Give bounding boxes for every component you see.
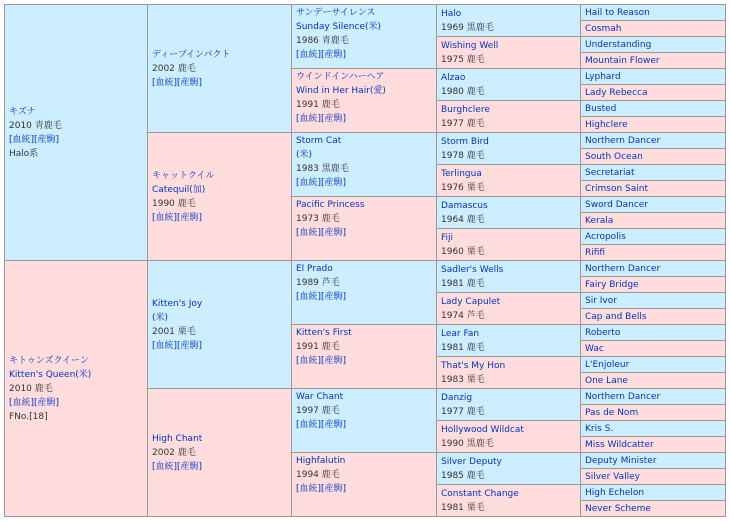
subject-links[interactable]: [血統][産駒] <box>9 134 60 145</box>
cell-gen5 <box>581 133 726 149</box>
gen4-info: 1976 栗毛 <box>441 182 485 193</box>
gen4-info: 1981 鹿毛 <box>441 278 485 289</box>
gen4-info: 1980 鹿毛 <box>441 86 485 97</box>
cell-gen5 <box>581 5 726 21</box>
cell-gen5 <box>581 165 726 181</box>
cell-gen5 <box>581 277 726 293</box>
gen3-links[interactable]: [血統][産駒] <box>296 50 347 60</box>
cell-gen2 <box>148 5 292 133</box>
cell-gen4 <box>437 5 581 37</box>
cell-gen2 <box>148 261 292 389</box>
cell-gen5 <box>581 85 726 101</box>
gen5-name[interactable]: Busted <box>585 103 617 114</box>
dam-family: FNo.[18] <box>9 411 48 422</box>
gen5-name[interactable]: South Ocean <box>585 151 643 162</box>
gen3-name[interactable]: サンデーサイレンス <box>296 8 376 18</box>
gen4-name[interactable]: That's My Hon <box>441 360 506 371</box>
cell-gen5 <box>581 357 726 373</box>
gen5-name[interactable]: One Lane <box>585 375 628 386</box>
subject-info: 2010 青鹿毛 <box>9 120 62 131</box>
gen5-name[interactable]: Fairy Bridge <box>585 279 639 290</box>
gen5-name[interactable]: Secretariat <box>585 167 635 178</box>
gen3-info: 1991 鹿毛 <box>296 342 340 352</box>
gen2-name[interactable]: High Chant <box>152 433 203 444</box>
gen3-name2[interactable]: Sunday Silence(米) <box>296 22 381 32</box>
gen3-info: 1989 芦毛 <box>296 278 340 288</box>
gen3-info: 1986 青鹿毛 <box>296 36 349 46</box>
dam-name-en[interactable]: Kitten's Queen(米) <box>9 369 92 380</box>
gen3-links[interactable]: [血統][産駒] <box>296 228 347 238</box>
gen2-name-en[interactable]: Catequil(加) <box>152 184 206 195</box>
pedigree-row <box>5 5 726 21</box>
gen4-name[interactable]: Silver Deputy <box>441 456 502 467</box>
cell-gen5 <box>581 325 726 341</box>
cell-gen3 <box>292 261 437 325</box>
gen3-name[interactable]: Pacific Princess <box>296 200 365 210</box>
gen4-name[interactable]: Damascus <box>441 200 488 211</box>
cell-gen5 <box>581 309 726 325</box>
gen2-name[interactable]: ディープインパクト <box>152 49 231 60</box>
cell-gen4 <box>437 389 581 421</box>
gen3-name[interactable]: El Prado <box>296 264 333 274</box>
cell-gen5 <box>581 37 726 53</box>
cell-gen3 <box>292 325 437 389</box>
gen5-name[interactable]: Northern Dancer <box>585 391 661 402</box>
cell-gen5 <box>581 501 726 517</box>
gen4-name[interactable]: Fiji <box>441 232 454 243</box>
gen3-name[interactable]: Storm Cat <box>296 136 342 146</box>
gen5-name[interactable]: High Echelon <box>585 487 645 498</box>
gen5-name[interactable]: Deputy Minister <box>585 455 657 466</box>
dam-name[interactable]: キトゥンズクイーン <box>9 355 89 366</box>
gen2-info: 1990 鹿毛 <box>152 198 196 209</box>
gen2-name[interactable]: Kitten's Joy <box>152 298 203 309</box>
cell-gen5 <box>581 453 726 469</box>
gen3-links[interactable]: [血統][産駒] <box>296 356 347 366</box>
cell-gen5 <box>581 373 726 389</box>
gen5-name[interactable]: Pas de Nom <box>585 407 639 418</box>
gen3-links[interactable]: [血統][産駒] <box>296 420 347 430</box>
cell-gen3 <box>292 389 437 453</box>
gen5-name[interactable]: Wac <box>585 343 604 354</box>
gen2-name[interactable]: キャットクイル <box>152 170 215 181</box>
gen4-info: 1977 鹿毛 <box>441 406 485 417</box>
dam-info: 2010 鹿毛 <box>9 383 53 394</box>
cell-gen5 <box>581 405 726 421</box>
gen4-name[interactable]: Storm Bird <box>441 136 489 147</box>
gen4-name[interactable]: Sadler's Wells <box>441 264 504 275</box>
cell-sire-line <box>5 5 148 261</box>
cell-gen5 <box>581 53 726 69</box>
gen3-name2[interactable]: (米) <box>296 150 313 160</box>
cell-gen3 <box>292 69 437 133</box>
gen5-name[interactable]: Sword Dancer <box>585 199 649 210</box>
gen4-info: 1990 黒鹿毛 <box>441 438 494 449</box>
gen3-name[interactable]: War Chant <box>296 392 344 402</box>
gen3-name[interactable]: ウインドインハーヘア <box>296 72 385 82</box>
gen2-links[interactable]: [血統][産駒] <box>152 212 203 223</box>
cell-dam-line <box>5 261 148 517</box>
gen2-links[interactable]: [血統][産駒] <box>152 461 203 472</box>
cell-gen5 <box>581 117 726 133</box>
gen4-info: 1983 栗毛 <box>441 374 485 385</box>
cell-gen5 <box>581 181 726 197</box>
cell-gen5 <box>581 293 726 309</box>
cell-gen5 <box>581 149 726 165</box>
gen4-name[interactable]: Constant Change <box>441 488 519 499</box>
cell-gen5 <box>581 197 726 213</box>
cell-gen3 <box>292 5 437 69</box>
gen5-name[interactable]: Silver Valley <box>585 471 640 482</box>
gen4-name[interactable]: Wishing Well <box>441 40 499 51</box>
gen3-links[interactable]: [血統][産駒] <box>296 114 347 124</box>
gen5-name[interactable]: Rififi <box>585 247 606 258</box>
cell-gen5 <box>581 421 726 437</box>
cell-gen4 <box>437 101 581 133</box>
cell-gen4 <box>437 165 581 197</box>
gen5-name[interactable]: Lady Rebecca <box>585 87 648 98</box>
gen3-links[interactable]: [血統][産駒] <box>296 178 347 188</box>
gen4-name[interactable]: Hollywood Wildcat <box>441 424 524 435</box>
pedigree-table <box>4 4 726 517</box>
cell-gen4 <box>437 197 581 229</box>
gen5-name[interactable]: L'Enjoleur <box>585 359 630 370</box>
cell-gen5 <box>581 261 726 277</box>
cell-gen4 <box>437 37 581 69</box>
gen2-links[interactable]: [血統][産駒] <box>152 340 203 351</box>
gen2-origin[interactable]: (米) <box>152 312 169 323</box>
gen3-name2[interactable]: Wind in Her Hair(愛) <box>296 86 386 96</box>
gen5-name[interactable]: Miss Wildcatter <box>585 439 654 450</box>
gen2-info: 2002 鹿毛 <box>152 63 196 74</box>
gen5-name[interactable]: Northern Dancer <box>585 263 661 274</box>
gen5-name[interactable]: Lyphard <box>585 71 621 82</box>
gen3-name[interactable]: Highfalutin <box>296 456 346 466</box>
gen5-name[interactable]: Acropolis <box>585 231 626 242</box>
cell-gen3 <box>292 453 437 517</box>
cell-gen4 <box>437 261 581 293</box>
gen4-info: 1964 鹿毛 <box>441 214 485 225</box>
cell-gen5 <box>581 21 726 37</box>
gen2-info: 2001 栗毛 <box>152 326 196 337</box>
gen4-info: 1981 栗毛 <box>441 502 485 513</box>
gen5-name[interactable]: Never Scheme <box>585 503 651 514</box>
cell-gen4 <box>437 229 581 261</box>
cell-gen4 <box>437 133 581 165</box>
gen4-info: 1969 黒鹿毛 <box>441 22 494 33</box>
cell-gen5 <box>581 69 726 85</box>
gen5-name[interactable]: Hail to Reason <box>585 7 650 18</box>
gen5-name[interactable]: Cap and Bells <box>585 311 647 322</box>
gen5-name[interactable]: Kerala <box>585 215 614 226</box>
cell-gen4 <box>437 293 581 325</box>
gen5-name[interactable]: Kris S. <box>585 423 614 434</box>
cell-gen4 <box>437 325 581 357</box>
gen3-info: 1991 鹿毛 <box>296 100 340 110</box>
gen4-info: 1977 鹿毛 <box>441 118 485 129</box>
gen4-name[interactable]: Alzao <box>441 72 466 83</box>
cell-gen4 <box>437 485 581 517</box>
gen4-name[interactable]: Lear Fan <box>441 328 480 339</box>
gen5-name[interactable]: Roberto <box>585 327 621 338</box>
gen4-info: 1960 栗毛 <box>441 246 485 257</box>
cell-gen5 <box>581 229 726 245</box>
cell-gen2 <box>148 389 292 517</box>
cell-gen5 <box>581 245 726 261</box>
cell-gen5 <box>581 389 726 405</box>
gen2-info: 2002 鹿毛 <box>152 447 196 458</box>
gen3-name[interactable]: Kitten's First <box>296 328 352 338</box>
gen4-info: 1975 鹿毛 <box>441 54 485 65</box>
gen3-info: 1983 黒鹿毛 <box>296 164 349 174</box>
gen5-name[interactable]: Highclere <box>585 119 628 130</box>
cell-gen4 <box>437 357 581 389</box>
cell-gen5 <box>581 101 726 117</box>
subject-line: Halo系 <box>9 148 39 159</box>
cell-gen3 <box>292 133 437 197</box>
gen5-name[interactable]: Northern Dancer <box>585 135 661 146</box>
gen5-name[interactable]: Crimson Saint <box>585 183 648 194</box>
gen4-info: 1974 芦毛 <box>441 310 485 321</box>
cell-gen3 <box>292 197 437 261</box>
cell-gen5 <box>581 341 726 357</box>
gen4-name[interactable]: Terlingua <box>441 168 482 179</box>
gen3-info: 1973 鹿毛 <box>296 214 340 224</box>
cell-gen4 <box>437 421 581 453</box>
gen4-name[interactable]: Burghclere <box>441 104 490 115</box>
gen5-name[interactable]: Cosmah <box>585 23 622 34</box>
cell-gen5 <box>581 213 726 229</box>
gen3-links[interactable]: [血統][産駒] <box>296 484 347 494</box>
gen3-info: 1997 鹿毛 <box>296 406 340 416</box>
cell-gen5 <box>581 437 726 453</box>
gen5-name[interactable]: Understanding <box>585 39 652 50</box>
gen3-links[interactable]: [血統][産駒] <box>296 292 347 302</box>
gen4-name[interactable]: Lady Capulet <box>441 296 501 307</box>
gen5-name[interactable]: Mountain Flower <box>585 55 660 66</box>
gen4-name[interactable]: Halo <box>441 8 462 19</box>
cell-gen4 <box>437 69 581 101</box>
subject-name[interactable]: キズナ <box>9 106 36 117</box>
gen4-name[interactable]: Danzig <box>441 392 473 403</box>
cell-gen5 <box>581 469 726 485</box>
gen4-info: 1978 鹿毛 <box>441 150 485 161</box>
gen3-info: 1994 鹿毛 <box>296 470 340 480</box>
gen4-info: 1981 鹿毛 <box>441 342 485 353</box>
gen4-info: 1985 鹿毛 <box>441 470 485 481</box>
gen2-links[interactable]: [血統][産駒] <box>152 77 203 88</box>
pedigree-row <box>5 261 726 277</box>
dam-links[interactable]: [血統][産駒] <box>9 397 60 408</box>
cell-gen5 <box>581 485 726 501</box>
cell-gen4 <box>437 453 581 485</box>
cell-gen2 <box>148 133 292 261</box>
gen5-name[interactable]: Sir Ivor <box>585 295 617 306</box>
